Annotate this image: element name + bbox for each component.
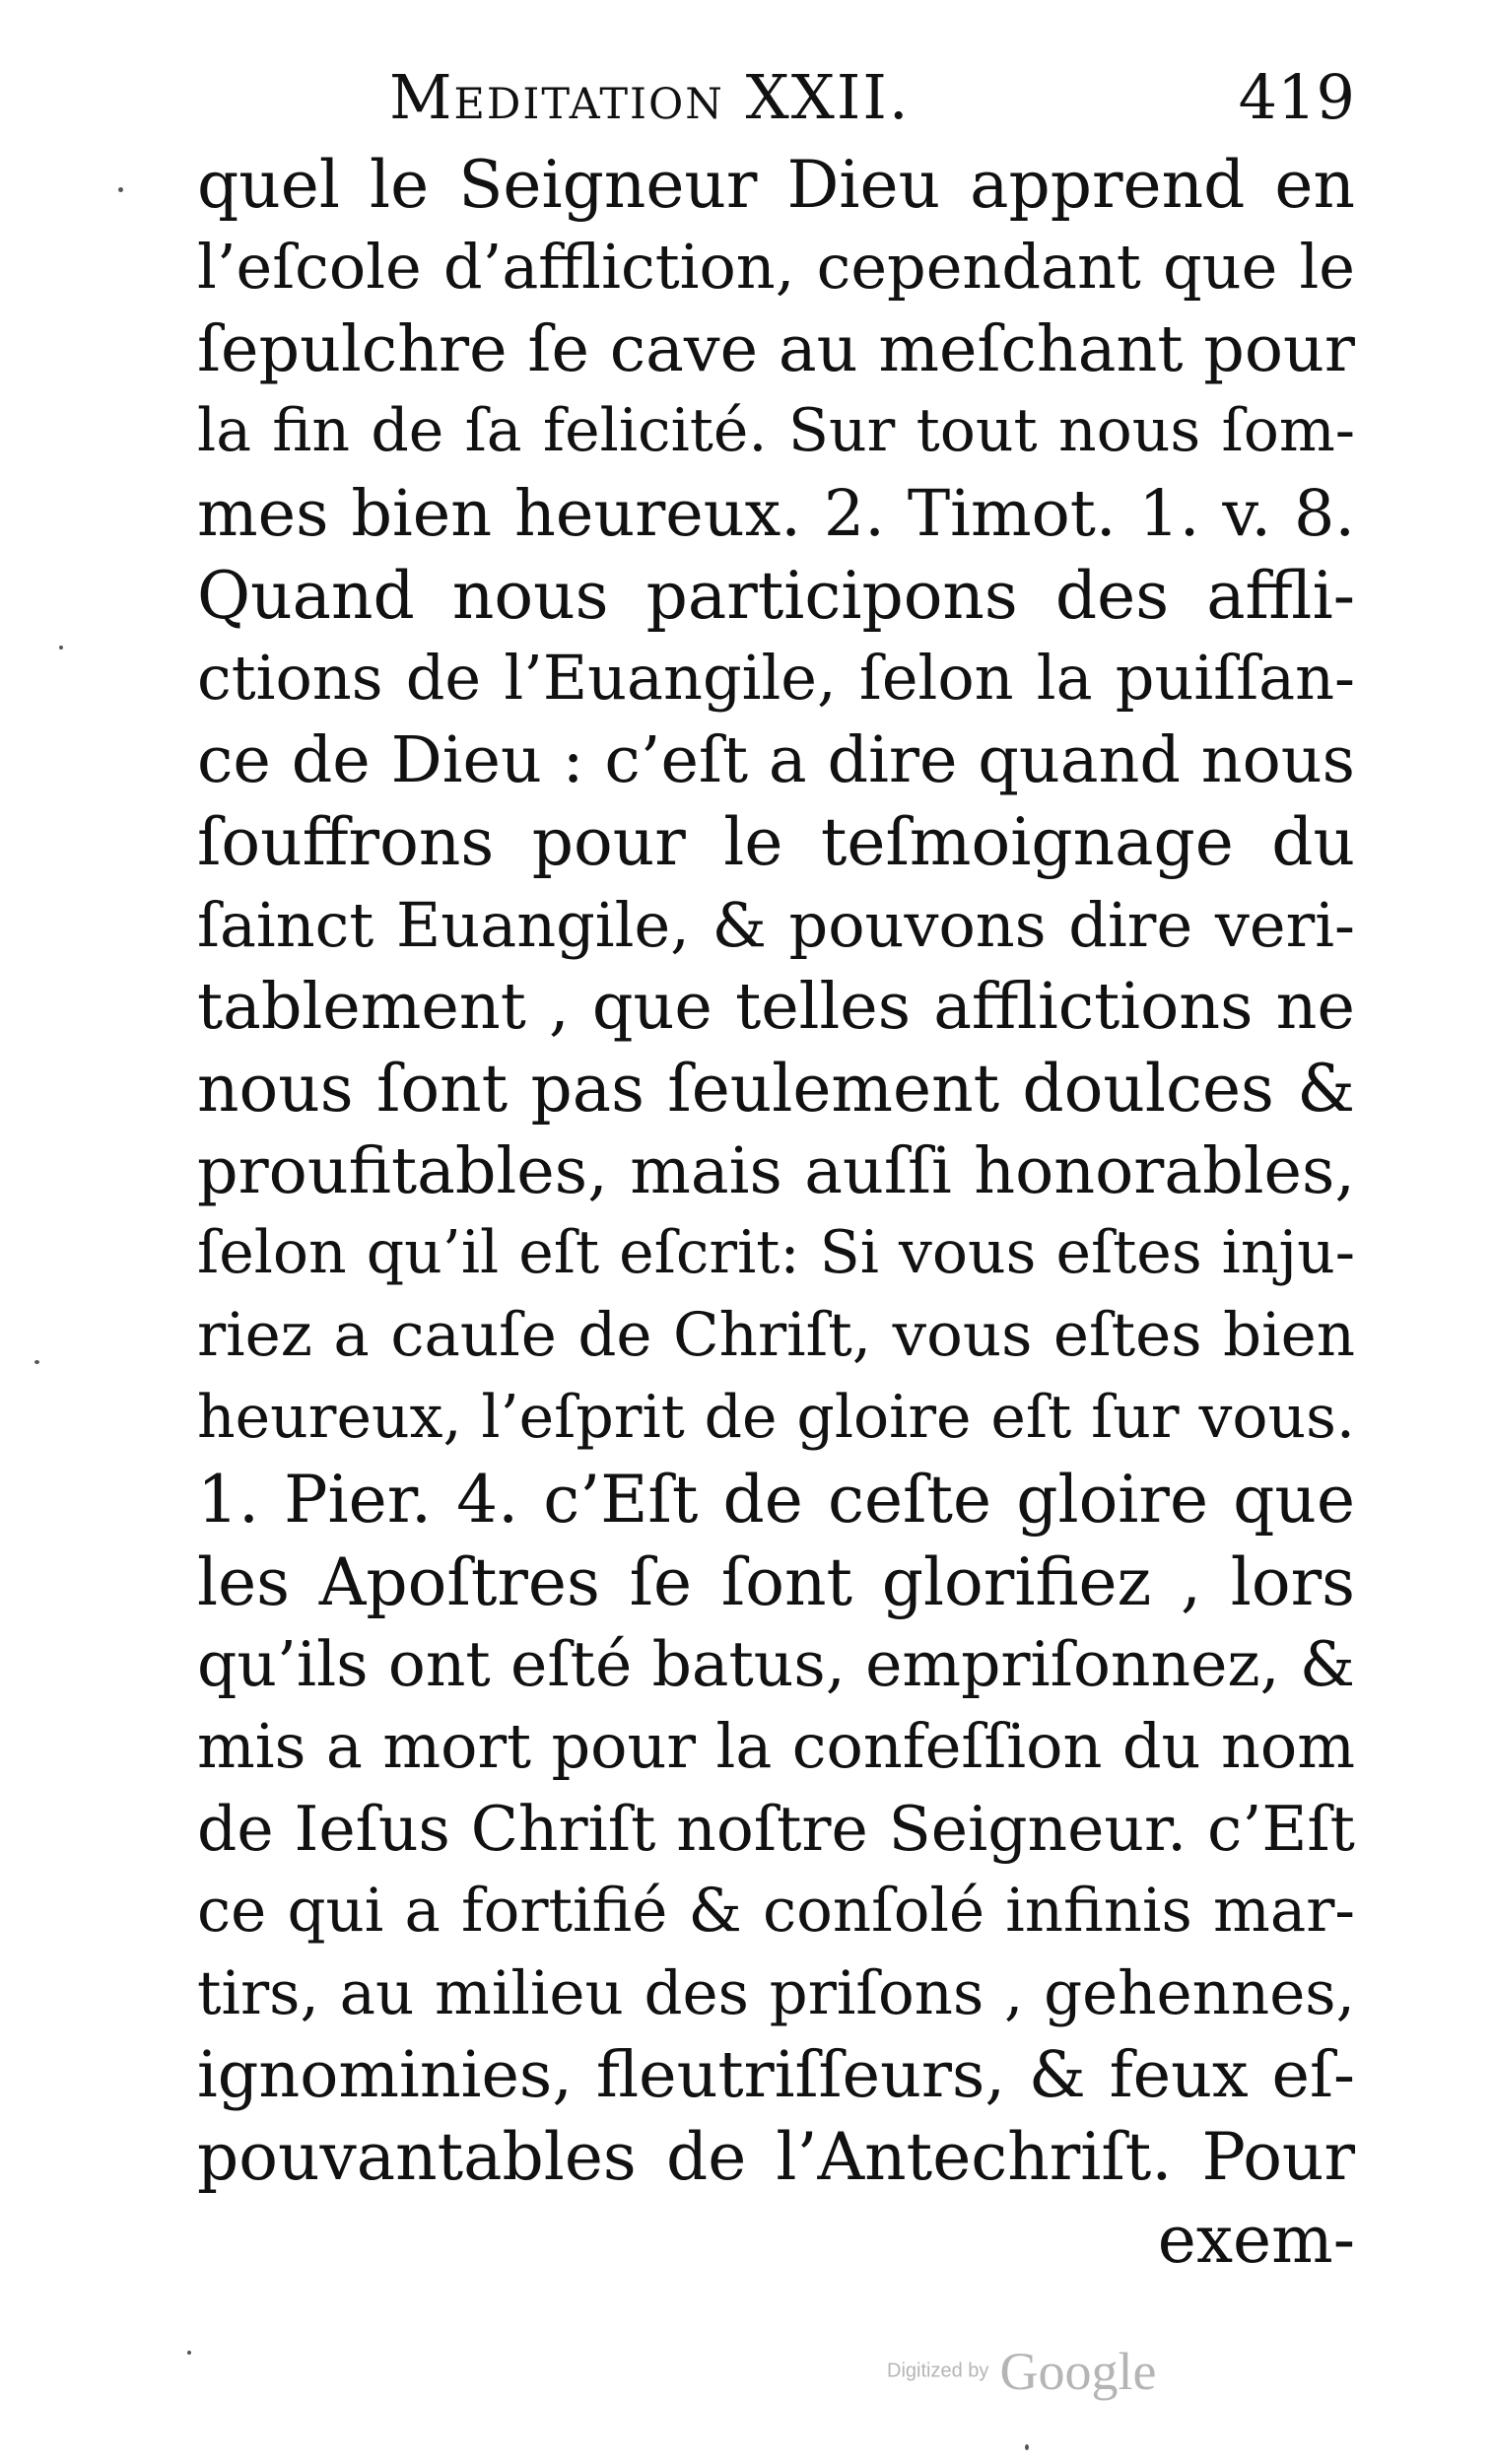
running-head: Meditation XXII. xyxy=(389,61,911,133)
text-line: ſainct Euangile, & pouvons dire veri- xyxy=(197,888,1355,961)
text-line: pouvantables de l’Antechriſt. Pour xyxy=(197,2119,1355,2196)
text-line: Quand nous participons des affli- xyxy=(197,557,1355,634)
text-line: ctions de l’Euangile, ſelon la puiſſan- xyxy=(197,642,1355,715)
text-line: tablement , que telles afflictions ne xyxy=(197,969,1355,1044)
text-line: la fin de ſa felicité. Sur tout nous ſom- xyxy=(197,396,1355,466)
text-line: mis a mort pour la confeſſion du nom xyxy=(197,1710,1355,1783)
text-line: 1. Pier. 4. c’Eſt de ceſte gloire que xyxy=(197,1462,1355,1539)
text-line: ignominies, fleutriſſeurs, & feux eſ- xyxy=(197,2037,1355,2112)
text-line: proufitables, mais auſſi honorables, xyxy=(197,1133,1355,1208)
page-number: 419 xyxy=(1238,61,1355,133)
scan-speck xyxy=(187,2351,191,2355)
text-line: riez a cauſe de Chriſt, vous eſtes bien xyxy=(197,1300,1355,1371)
text-line: ce de Dieu : c’eſt a dire quand nous xyxy=(197,722,1355,797)
scan-speck xyxy=(59,646,63,650)
text-line: nous ſont pas ſeulement doulces & xyxy=(197,1051,1355,1128)
text-line: l’eſcole d’affliction, cependant que le xyxy=(197,231,1355,304)
text-line: heureux, l’eſprit de gloire eſt ſur vous. xyxy=(197,1382,1355,1452)
catchword: exem- xyxy=(1157,2201,1355,2278)
text-line: ce qui a fortifié & conſolé infinis mar- xyxy=(197,1876,1355,1947)
text-line: les Apoſtres ſe ſont glorifiez , lors xyxy=(197,1543,1355,1620)
google-logo: Google xyxy=(999,2342,1157,2401)
scan-speck xyxy=(118,187,123,192)
text-line: ſepulchre ſe cave au meſchant pour xyxy=(197,311,1355,386)
text-line: de Ieſus Chriſt noſtre Seigneur. c’Eſt xyxy=(197,1792,1355,1865)
text-line: qu’ils ont eſté batus, empriſonnez, & xyxy=(197,1628,1355,1701)
scan-speck xyxy=(34,1360,39,1364)
text-line: ſouffrons pour le teſmoignage du xyxy=(197,804,1355,881)
text-line: tirs, au milieu des priſons , gehennes, xyxy=(197,1957,1355,2028)
text-line: quel le Seigneur Dieu apprend en xyxy=(197,147,1355,223)
scan-speck xyxy=(1025,2444,1029,2450)
text-line: mes bien heureux. 2. Timot. 1. v. 8. xyxy=(197,476,1355,551)
digitized-by-google-watermark xyxy=(887,2341,1156,2420)
text-line: ſelon qu’il eſt eſcrit: Si vous eſtes inju- xyxy=(197,1218,1355,1288)
body-text xyxy=(197,144,1355,2281)
digitized-by-label: Digitized by xyxy=(887,2360,989,2382)
